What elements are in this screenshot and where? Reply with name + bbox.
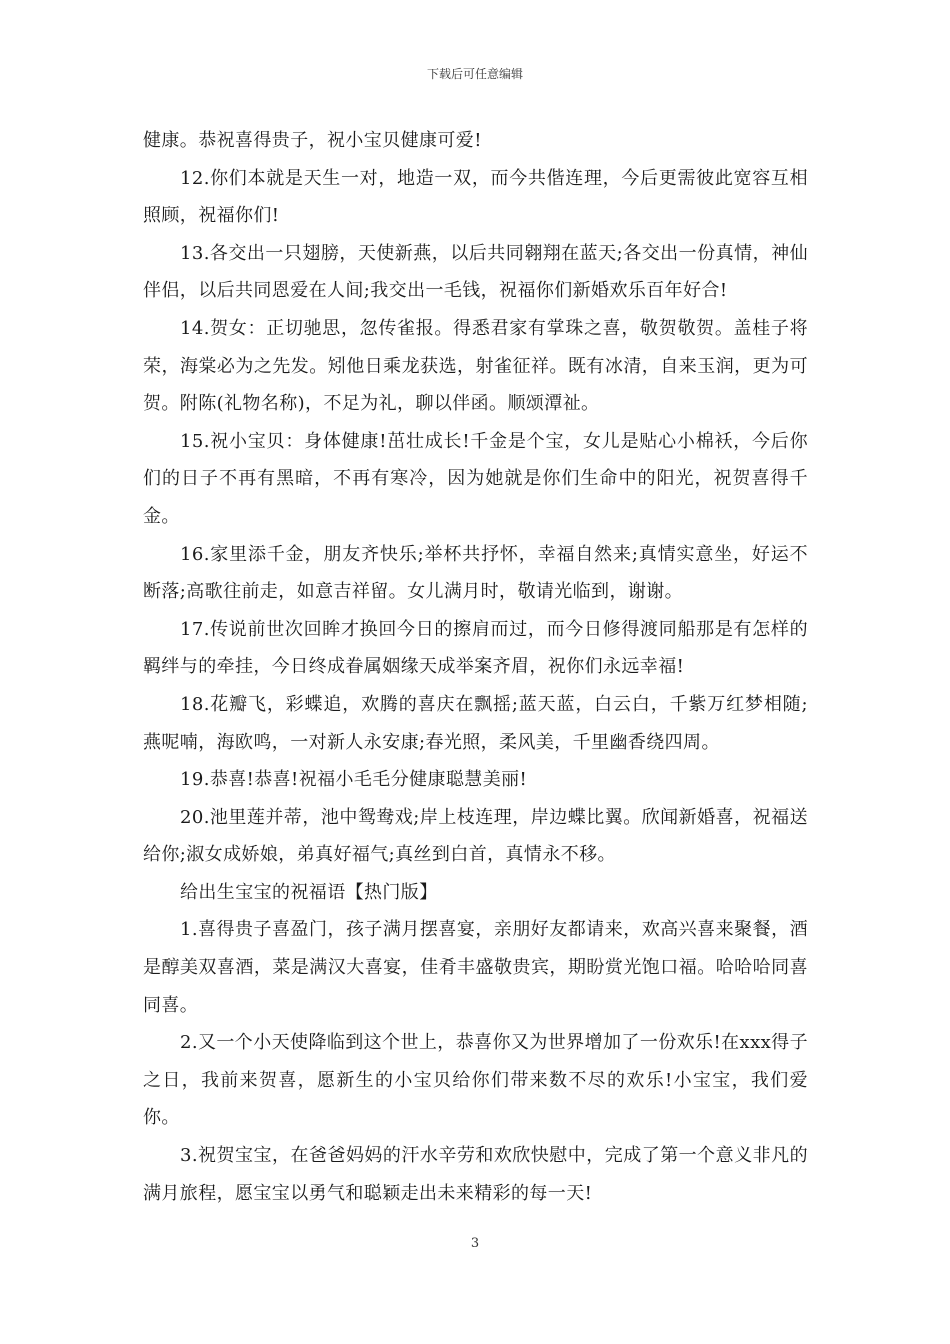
paragraph-item-18: 18.花瓣飞，彩蝶追，欢腾的喜庆在飘摇;蓝天蓝，白云白，千紫万红梦相随;燕呢喃，海欧鸣，一对新人永安康;春光照，柔风美，千里幽香绕四周。 <box>143 693 808 753</box>
document-body <box>143 122 808 1212</box>
paragraph-item-14: 14.贺女：正切驰思，忽传雀报。得悉君家有掌珠之喜，敬贺敬贺。盖桂子将荣，海棠必为之先发。矧他日乘龙获选，射雀征祥。既有冰清，自来玉润，更为可贺。附陈(礼物名称)，不足为礼，聊以伴函。顺颂潭祉。 <box>143 317 808 415</box>
paragraph-item-17: 17.传说前世次回眸才换回今日的擦肩而过，而今日修得渡同船那是有怎样的羁绊与的牵挂，今日终成眷属姻缘天成举案齐眉，祝你们永远幸福! <box>143 618 808 678</box>
paragraph-item-2: 2.又一个小天使降临到这个世上，恭喜你又为世界增加了一份欢乐!在xxx得子之日，我前来贺喜，愿新生的小宝贝给你们带来数不尽的欢乐!小宝宝，我们爱你。 <box>143 1032 808 1129</box>
section-heading: 给出生宝宝的祝福语【热门版】 <box>180 881 438 903</box>
paragraph-continuation: 健康。恭祝喜得贵子，祝小宝贝健康可爱! <box>143 130 482 151</box>
paragraph-item-13: 13.各交出一只翅膀，天使新燕，以后共同翱翔在蓝天;各交出一份真情，神仙伴侣，以后共同恩爱在人间;我交出一毛钱，祝福你们新婚欢乐百年好合! <box>143 242 808 302</box>
paragraph-item-1: 1.喜得贵子喜盈门，孩子满月摆喜宴，亲朋好友都请来，欢高兴喜来聚餐，酒是醇美双喜酒，菜是满汉大喜宴，佳肴丰盛敬贵宾，期盼赏光饱口福。哈哈哈同喜同喜。 <box>143 919 808 1016</box>
page-number: 3 <box>470 1236 480 1251</box>
page-header: 下载后可任意编辑 <box>426 67 523 81</box>
paragraph-item-3: 3.祝贺宝宝，在爸爸妈妈的汗水辛劳和欢欣快慰中，完成了第一个意义非凡的满月旅程，愿宝宝以勇气和聪颖走出未来精彩的每一天! <box>143 1145 808 1204</box>
paragraph-item-15: 15.祝小宝贝：身体健康!茁壮成长!千金是个宝，女儿是贴心小棉袄，今后你们的日子不再有黑暗，不再有寒冷，因为她就是你们生命中的阳光，祝贺喜得千金。 <box>143 430 808 527</box>
paragraph-item-16: 16.家里添千金，朋友齐快乐;举杯共抒怀，幸福自然来;真情实意坐，好运不断落;高歌往前走，如意吉祥留。女儿满月时，敬请光临到，谢谢。 <box>143 543 808 603</box>
paragraph-item-12: 12.你们本就是天生一对，地造一双，而今共偕连理，今后更需彼此宽容互相照顾，祝福你们! <box>143 167 808 227</box>
paragraph-item-20: 20.池里莲并蒂，池中鸳鸯戏;岸上枝连理，岸边蝶比翼。欣闻新婚喜，祝福送给你;淑女成娇娘，弟真好福气;真丝到白首，真情永不移。 <box>143 806 808 866</box>
paragraph-item-19: 19.恭喜!恭喜!祝福小毛毛分健康聪慧美丽! <box>180 769 528 791</box>
